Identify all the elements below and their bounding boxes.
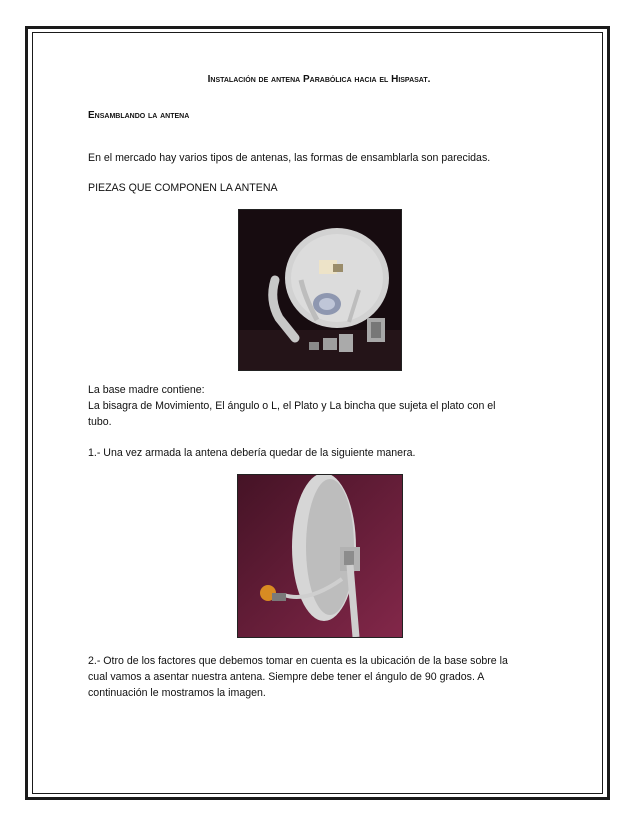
base-line-2: La bisagra de Movimiento, El ángulo o L, el Plato y La bincha que sujeta el plato con el <box>88 400 496 412</box>
section-heading: Ensamblando la antena <box>88 110 190 121</box>
base-line-3: tubo. <box>88 416 112 428</box>
intro-paragraph: En el mercado hay varios tipos de antenas, las formas de ensamblarla son parecidas. <box>88 152 491 164</box>
step-1-paragraph: 1.- Una vez armada la antena debería quedar de la siguiente manera. <box>88 447 416 459</box>
antenna-parts-photo <box>238 209 402 371</box>
assembled-antenna-photo <box>237 474 403 638</box>
base-line-1: La base madre contiene: <box>88 384 205 396</box>
document-title: Instalación de antena Parabólica hacia el Hispasat. <box>207 74 431 85</box>
step-2-line-1: 2.- Otro de los factores que debemos tomar en cuenta es la ubicación de la base sobre la <box>88 655 508 667</box>
step-2-line-2: cual vamos a asentar nuestra antena. Siempre debe tener el ángulo de 90 grados. A <box>88 671 485 683</box>
step-2-line-3: continuación le mostramos la imagen. <box>88 687 266 699</box>
parts-heading: PIEZAS QUE COMPONEN LA ANTENA <box>88 182 278 194</box>
